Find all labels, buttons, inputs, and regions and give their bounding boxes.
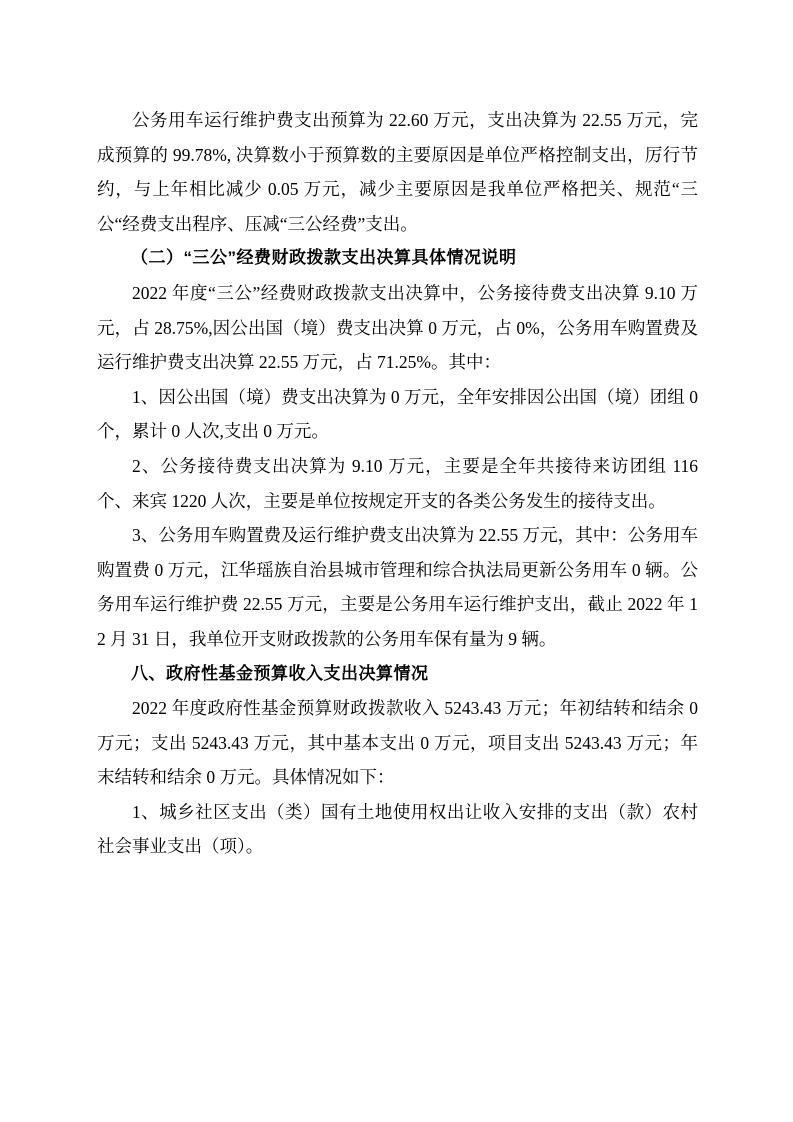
paragraph-item-2-official-reception: 2、公务接待费支出决算为 9.10 万元，主要是全年共接待来访团组 116 个、来宾 1220 人次，主要是单位按规定开支的各类公务发生的接待支出。 <box>97 455 698 511</box>
paragraph-urban-rural-community-expenditure: 1、城乡社区支出（类）国有土地使用权出让收入安排的支出（款）农村社会事业支出（项）。 <box>97 801 698 857</box>
paragraph-item-3-vehicle-purchase-maintenance: 3、公务用车购置费及运行维护费支出决算为 22.55 万元，其中：公务用车购置费 0 万元，江华瑶族自治县城市管理和综合执法局更新公务用车 0 辆。公务用车运行维护费 22.55 万元，主要是公务用车运行维护支出，截止 2022 年 12 月 31 日，我单位开支财政拨款的公务用车保有量为 9 辆。 <box>97 525 698 649</box>
paragraph-item-1-overseas-travel: 1、因公出国（境）费支出决算为 0 万元，全年安排因公出国（境）团组 0 个，累计 0 人次,支出 0 万元。 <box>97 386 698 442</box>
heading-three-public-funds-detail: （二）“三公”经费财政拨款支出决算具体情况说明 <box>131 248 517 268</box>
paragraph-three-public-funds-summary: 2022 年度“三公”经费财政拨款支出决算中，公务接待费支出决算 9.10 万元，占 28.75%,因公出国（境）费支出决算 0 万元，占 0%，公务用车购置费及运行维护费支出决算 22.55 万元，占 71.25%。其中： <box>97 282 698 373</box>
heading-government-fund-budget: 八、政府性基金预算收入支出决算情况 <box>131 663 429 683</box>
paragraph-vehicle-maintenance-budget: 公务用车运行维护费支出预算为 22.60 万元，支出决算为 22.55 万元，完成预算的 99.78%, 决算数小于预算数的主要原因是单位严格控制支出，厉行节约，与上年相比减少 0.05 万元，减少主要原因是我单位严格把关、规范“三公“经费支出程序、压减“三公经费”支出。 <box>97 110 698 234</box>
paragraph-government-fund-summary: 2022 年度政府性基金预算财政拨款收入 5243.43 万元；年初结转和结余 0 万元；支出 5243.43 万元，其中基本支出 0 万元，项目支出 5243.43 万元；年末结转和结余 0 万元。具体情况如下： <box>97 698 698 788</box>
